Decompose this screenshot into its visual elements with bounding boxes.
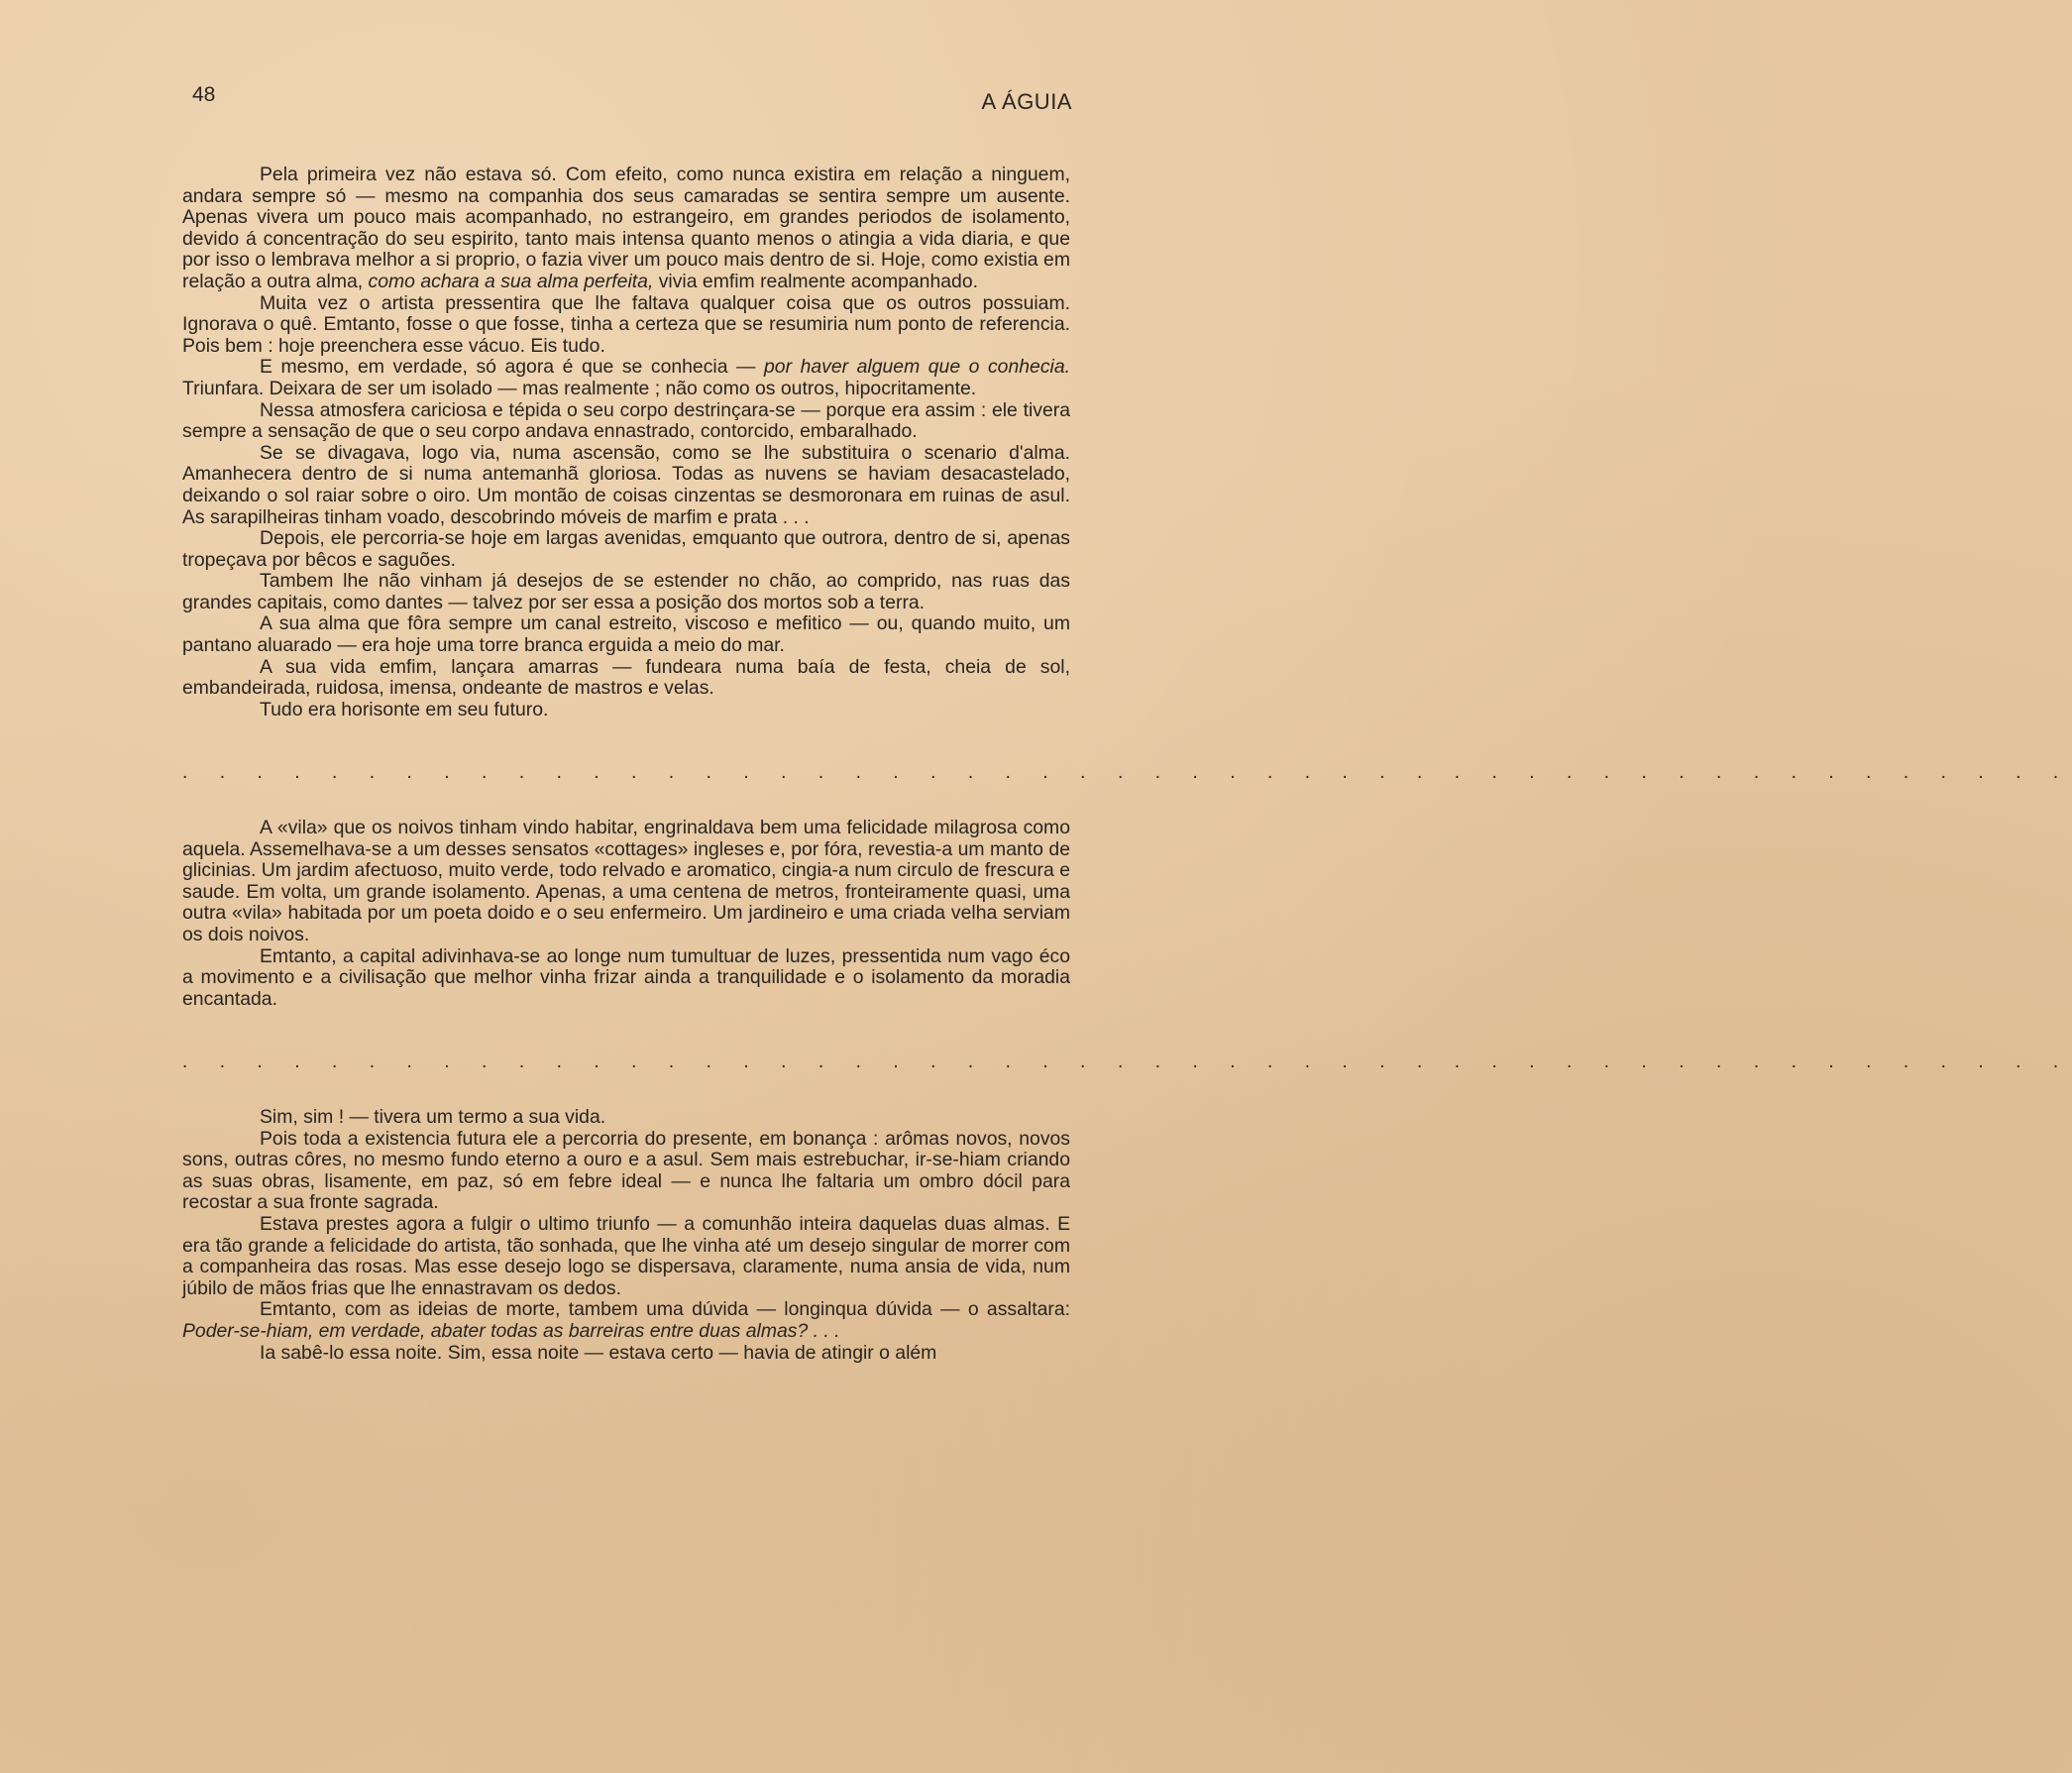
paragraph bbox=[182, 165, 1070, 293]
page-header bbox=[186, 83, 1072, 113]
text-run: Pois toda a existencia futura ele a percorria do presente, em bonança : arômas novos, novos sons, outras côres, no mesmo fundo eterno a ouro e a asul. Sem mais estrebuchar, ir-se-hiam criando as suas obras, lisamente, em paz, só em febre ideal — e nunca lhe faltaria um ombro dócil para recostar a sua fronte sagrada. bbox=[182, 1127, 1070, 1214]
text-run: Estava prestes agora a fulgir o ultimo triunfo — a comunhão inteira daquelas duas almas. E era tão grande a felicidade do artista, tão sonhada, que lhe vinha até um desejo singular de morrer com a companheira das rosas. Mas esse desejo logo se dispersava, claramente, numa ansia de vida, num júbilo de mãos frias que lhe ennastravam os dedos. bbox=[182, 1212, 1070, 1299]
text-run: Pela primeira vez não estava só. Com efeito, como nunca existira em relação a ninguem, andara sempre só — mesmo na companhia dos seus camaradas se sentira sempre um ausente. Apenas vivera um pouco mais acompanhado, no estrangeiro, em grandes periodos de isolamento, devido á concentração do seu espirito, tanto mais intensa quanto menos o atingia a vida diaria, e que por isso o lembrava melhor a si proprio, o fazia viver um pouco mais dentro de si. Hoje, como existia em relação a outra alma, bbox=[182, 164, 1070, 292]
paragraph bbox=[182, 400, 1070, 443]
text-run: A sua vida emfim, lançara amarras — fundeara numa baía de festa, cheia de sol, embandeirada, ruidosa, imensa, ondeante de mastros e velas. bbox=[182, 655, 1070, 700]
paragraph bbox=[182, 1343, 1070, 1365]
body-text bbox=[182, 164, 2072, 1364]
text-run: A sua alma que fôra sempre um canal estreito, viscoso e mefitico — ou, quando muito, um pantano aluarado — era hoje uma torre branca erguida a meio do mar. bbox=[182, 612, 1070, 657]
italic-text: por haver alguem que o conhecia. bbox=[764, 356, 1070, 379]
paragraph bbox=[182, 1214, 1070, 1299]
section-divider-dots: . . . . . . . . . . . . . . . . . . . . . . . . . . . . . . . . . . . . . . . . . . . . . . . . . . . bbox=[182, 1052, 2072, 1073]
text-run: Emtanto, a capital adivinhava-se ao longe num tumultuar de luzes, pressentida num vago éco a movimento e a civilisação que melhor vinha frizar ainda a tranquilidade e o isolamento da moradia encantada. bbox=[182, 944, 1070, 1010]
section-gap bbox=[182, 784, 1070, 818]
paragraph bbox=[182, 700, 1070, 721]
text-run: Tambem lhe não vinham já desejos de se estender no chão, ao comprido, nas ruas das grandes capitais, como dantes — talvez por ser essa a posição dos mortos sob a terra. bbox=[182, 570, 1070, 613]
text-run: E mesmo, em verdade, só agora é que se conhecia — bbox=[260, 356, 764, 379]
text-run: Nessa atmosfera cariciosa e tépida o seu corpo destrinçara-se — porque era assim : ele tivera sempre a sensação de que o seu corpo andava ennastrado, contorcido, embaralhado. bbox=[182, 398, 1070, 443]
section-divider-dots: . . . . . . . . . . . . . . . . . . . . . . . . . . . . . . . . . . . . . . . . . . . . . . . . . . . bbox=[182, 762, 2072, 784]
paragraph bbox=[182, 657, 1070, 700]
text-run: vivia emfim realmente acompanhado. bbox=[653, 270, 978, 292]
text-run: Emtanto, com as ideias de morte, tambem uma dúvida — longinqua dúvida — o assaltara: bbox=[260, 1298, 1070, 1321]
paragraph bbox=[182, 946, 1070, 1011]
paragraph bbox=[182, 571, 1070, 613]
section-gap bbox=[182, 1010, 1070, 1052]
text-run: Muita vez o artista pressentira que lhe faltava qualquer coisa que os outros possuiam. Ignorava o quê. Emtanto, fosse o que fosse, tinha a certeza que se resumiria num ponto de referencia. Pois bem : hoje preenchera esse vácuo. Eis tudo. bbox=[182, 291, 1070, 357]
italic-text: como achara a sua alma perfeita, bbox=[368, 270, 654, 292]
text-run: Depois, ele percorria-se hoje em largas avenidas, emquanto que outrora, dentro de si, apenas tropeçava por bêcos e saguões. bbox=[182, 527, 1070, 571]
paragraph bbox=[182, 1299, 1070, 1342]
text-run: Ia sabê-lo essa noite. Sim, essa noite — estava certo — havia de atingir o além bbox=[260, 1341, 937, 1364]
paragraph bbox=[182, 293, 1070, 358]
paragraph bbox=[182, 528, 1070, 571]
paragraph bbox=[182, 1107, 1070, 1129]
section-gap bbox=[182, 720, 1070, 762]
italic-text: Poder-se-hiam, em verdade, abater todas as barreiras entre duas almas? . . . bbox=[182, 1319, 840, 1342]
text-run: A «vila» que os noivos tinham vindo habitar, engrinaldava bem uma felicidade milagrosa como aquela. Assemelhava-se a um desses sensatos «cottages» ingleses e, por fóra, revestia-a um manto de glicinias. Um jardim afectuoso, muito verde, todo relvado e aromatico, cingia-a num circulo de frescura e saude. Em volta, um grande isolamento. Apenas, a uma centena de metros, fronteiramente quasi, uma outra «vila» habitada por um poeta doido e o seu enfermeiro. Um jardineiro e uma criada velha serviam os dois noivos. bbox=[182, 817, 1070, 945]
section-gap bbox=[182, 1073, 1070, 1107]
paragraph bbox=[182, 357, 1070, 399]
text-run: Se se divagava, logo via, numa ascensão, como se lhe substituira o scenario d'alma. Amanhecera dentro de si numa antemanhã gloriosa. Todas as nuvens se haviam desacastelado, deixando o sol raiar sobre o oiro. Um montão de coisas cinzentas se desmoronara em ruinas de asul. As sarapilheiras tinham voado, descobrindo móveis de marfim e prata . . . bbox=[182, 441, 1070, 528]
text-run: Sim, sim ! — tivera um termo a sua vida. bbox=[260, 1105, 606, 1128]
text-run: Tudo era horisonte em seu futuro. bbox=[260, 698, 549, 720]
paragraph bbox=[182, 443, 1070, 528]
running-title: A ÁGUIA bbox=[981, 89, 1072, 114]
paragraph bbox=[182, 1129, 1070, 1214]
text-run: Triunfara. Deixara de ser um isolado — mas realmente ; não como os outros, hipocritamente. bbox=[182, 377, 977, 399]
page-number: 48 bbox=[192, 83, 216, 106]
paragraph bbox=[182, 818, 1070, 946]
paragraph bbox=[182, 613, 1070, 656]
